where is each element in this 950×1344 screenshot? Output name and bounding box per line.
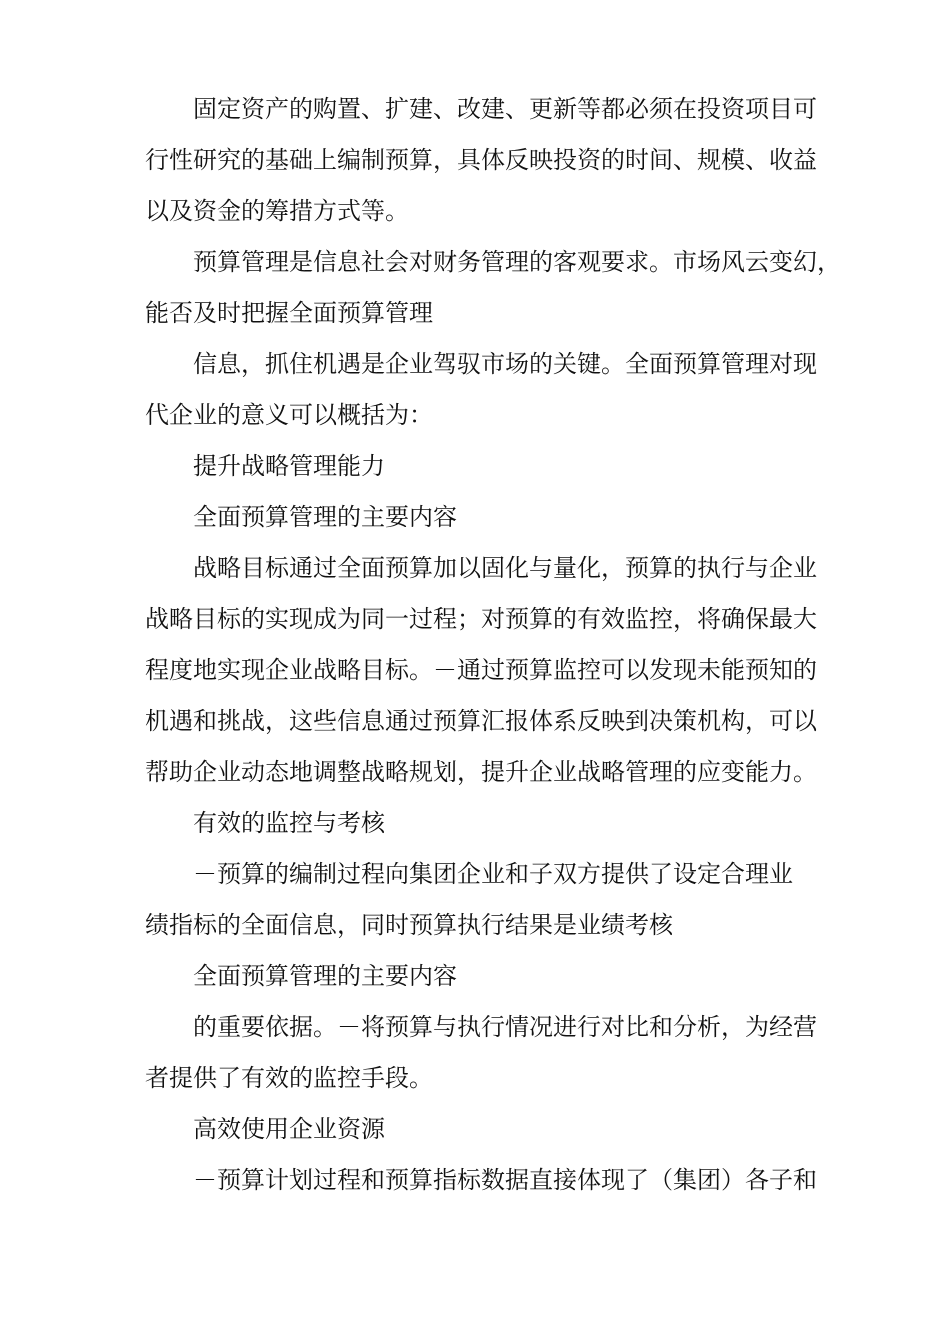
text-line: 信息，抓住机遇是企业驾驭市场的关键。全面预算管理对现 bbox=[193, 350, 817, 378]
text-line: 帮助企业动态地调整战略规划，提升企业战略管理的应变能力。 bbox=[145, 758, 817, 786]
text-line: －预算计划过程和预算指标数据直接体现了（集团）各子和 bbox=[193, 1166, 817, 1194]
text-line: 者提供了有效的监控手段。 bbox=[145, 1064, 433, 1092]
heading-text: 有效的监控与考核 bbox=[193, 809, 385, 837]
paragraph-information-opportunity bbox=[145, 339, 820, 441]
text-line: 绩指标的全面信息，同时预算执行结果是业绩考核 bbox=[145, 911, 673, 939]
heading-efficient-resources bbox=[145, 1104, 820, 1155]
heading-text: 全面预算管理的主要内容 bbox=[193, 962, 457, 990]
heading-main-content bbox=[145, 492, 820, 543]
text-line: 战略目标的实现成为同一过程；对预算的有效监控，将确保最大 bbox=[145, 605, 817, 633]
paragraph-budget-planning bbox=[145, 1155, 820, 1206]
text-line: 程度地实现企业战略目标。－通过预算监控可以发现未能预知的 bbox=[145, 656, 817, 684]
text-line: 代企业的意义可以概括为： bbox=[145, 401, 433, 429]
paragraph-fixed-assets bbox=[145, 84, 820, 237]
heading-text: 高效使用企业资源 bbox=[193, 1115, 385, 1143]
text-line: 能否及时把握全面预算管理 bbox=[145, 299, 433, 327]
heading-text: 全面预算管理的主要内容 bbox=[193, 503, 457, 531]
document-body bbox=[145, 84, 841, 1206]
heading-text: 提升战略管理能力 bbox=[193, 452, 385, 480]
text-line: 以及资金的筹措方式等。 bbox=[145, 197, 409, 225]
paragraph-strategic-goals bbox=[145, 543, 820, 798]
heading-main-content-repeat bbox=[145, 951, 820, 1002]
paragraph-important-basis bbox=[145, 1002, 820, 1104]
text-line: 固定资产的购置、扩建、改建、更新等都必须在投资项目可 bbox=[193, 95, 817, 123]
text-line: 战略目标通过全面预算加以固化与量化，预算的执行与企业 bbox=[193, 554, 817, 582]
heading-strategy-capability bbox=[145, 441, 820, 492]
heading-monitoring-assessment bbox=[145, 798, 820, 849]
text-line: 预算管理是信息社会对财务管理的客观要求。市场风云变幻， bbox=[193, 248, 841, 276]
text-line: 机遇和挑战，这些信息通过预算汇报体系反映到决策机构，可以 bbox=[145, 707, 817, 735]
paragraph-budget-requirement bbox=[145, 237, 841, 339]
text-line: 的重要依据。－将预算与执行情况进行对比和分析，为经营 bbox=[193, 1013, 817, 1041]
text-line: 行性研究的基础上编制预算，具体反映投资的时间、规模、收益 bbox=[145, 146, 817, 174]
paragraph-budget-preparation bbox=[145, 849, 820, 951]
text-line: －预算的编制过程向集团企业和子双方提供了设定合理业 bbox=[193, 860, 793, 888]
